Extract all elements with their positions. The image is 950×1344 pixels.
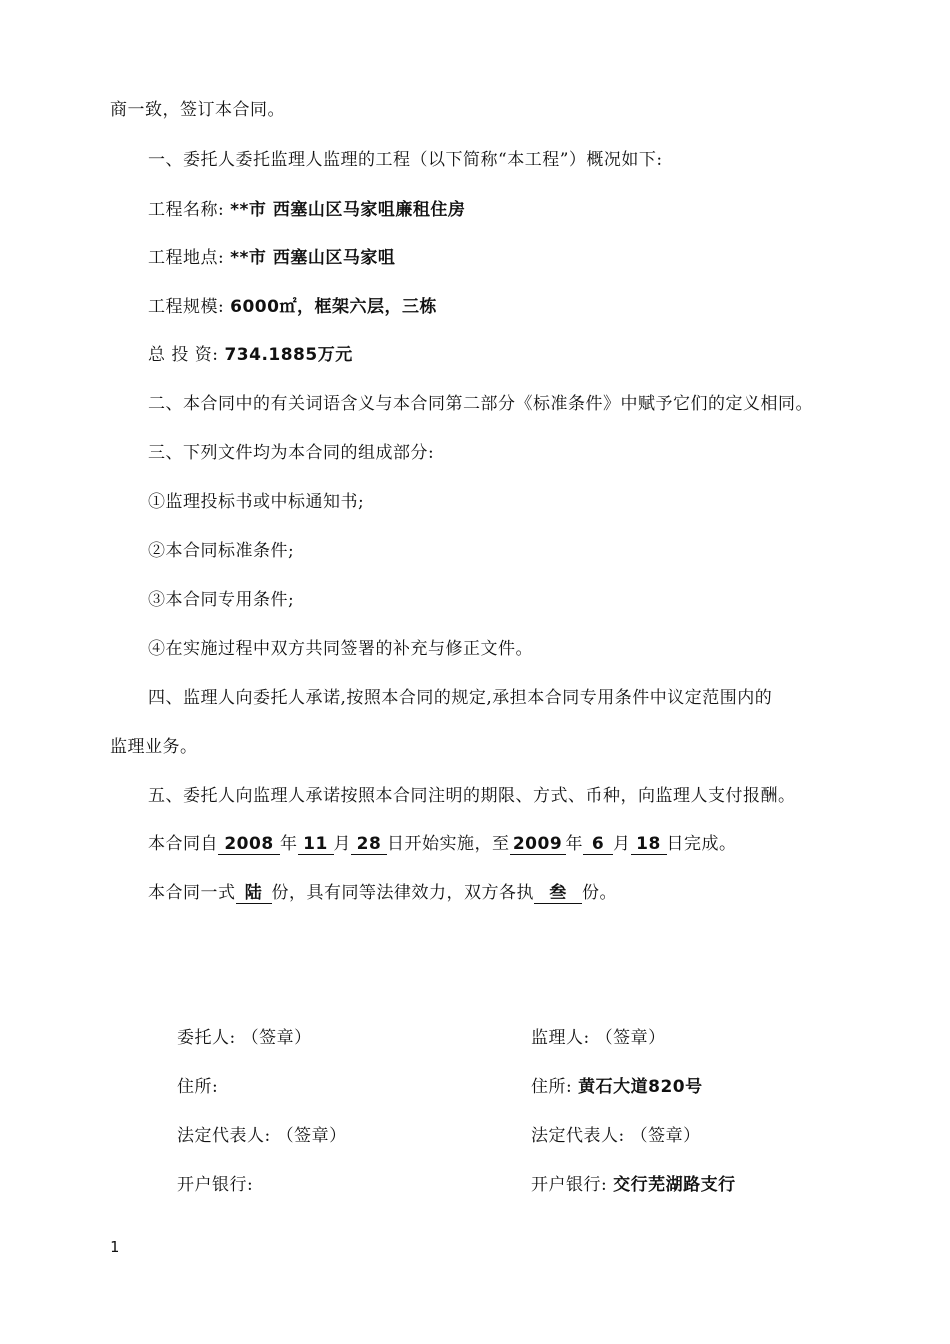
supervisor-representative: 法定代表人: （签章） [531,1126,701,1146]
project-investment-label: 总 投 资: [148,345,219,365]
project-investment [148,343,353,367]
year-text: 年 [280,834,298,854]
copies-each: 叁 [534,883,582,904]
project-investment-value: 734.1885万元 [224,345,353,365]
page-number: 1 [110,1238,120,1256]
doc-item: ③本合同专用条件; [148,590,295,610]
project-name-value: **市 西塞山区马家咀廉租住房 [230,200,466,220]
project-location-label: 工程地点: [148,248,225,268]
copies-suffix: 份。 [582,883,617,903]
doc-item: ②本合同标准条件; [148,541,295,561]
month-text-2: 月 [613,834,631,854]
client-signature: 委托人: （签章） [177,1028,312,1048]
supervisor-signature: 监理人: （签章） [531,1028,666,1048]
project-scale-value: 6000㎡，框架六层，三栋 [230,297,437,317]
clause-4-line-2: 监理业务。 [110,737,198,757]
clause-1: 一、委托人委托监理人监理的工程（以下简称“本工程”）概况如下: [148,150,663,170]
copies-prefix: 本合同一式 [148,883,236,903]
contract-period [148,832,737,856]
contract-copies [148,881,617,905]
end-day-text: 日完成。 [666,834,737,854]
supervisor-bank [531,1173,736,1197]
project-location [148,246,395,270]
intro-tail: 商一致，签订本合同。 [110,100,285,120]
year-text-2: 年 [565,834,583,854]
supervisor-address [531,1075,703,1099]
doc-item: ④在实施过程中双方共同签署的补充与修正文件。 [148,639,533,659]
project-name-label: 工程名称: [148,200,225,220]
clause-4-line-1: 四、监理人向委托人承诺,按照本合同的规定,承担本合同专用条件中议定范围内的 [148,688,773,708]
client-address: 住所: [177,1077,219,1097]
clause-2: 二、本合同中的有关词语含义与本合同第二部分《标准条件》中赋予它们的定义相同。 [148,394,813,414]
copies-total: 陆 [236,883,272,904]
start-year: 2008 [218,834,280,855]
supervisor-address-label: 住所: [531,1077,573,1097]
clause-5: 五、委托人向监理人承诺按照本合同注明的期限、方式、币种，向监理人支付报酬。 [148,786,796,806]
end-day: 18 [631,834,667,855]
month-text: 月 [333,834,351,854]
copies-middle: 份，具有同等法律效力，双方各执 [271,883,534,903]
start-month: 11 [298,834,334,855]
project-name [148,198,465,222]
project-location-value: **市 西塞山区马家咀 [230,248,396,268]
supervisor-bank-value: 交行芜湖路支行 [613,1175,736,1195]
clause-3: 三、下列文件均为本合同的组成部分: [148,443,435,463]
project-scale-label: 工程规模: [148,297,225,317]
period-prefix: 本合同自 [148,834,218,854]
end-month: 6 [583,834,613,855]
client-bank: 开户银行: [177,1175,254,1195]
client-representative: 法定代表人: （签章） [177,1126,347,1146]
supervisor-address-value: 黄石大道820号 [578,1077,703,1097]
end-year: 2009 [510,834,566,855]
start-day: 28 [351,834,387,855]
doc-item: ①监理投标书或中标通知书; [148,492,365,512]
supervisor-bank-label: 开户银行: [531,1175,608,1195]
project-scale [148,295,437,319]
start-day-text: 日开始实施，至 [387,834,510,854]
